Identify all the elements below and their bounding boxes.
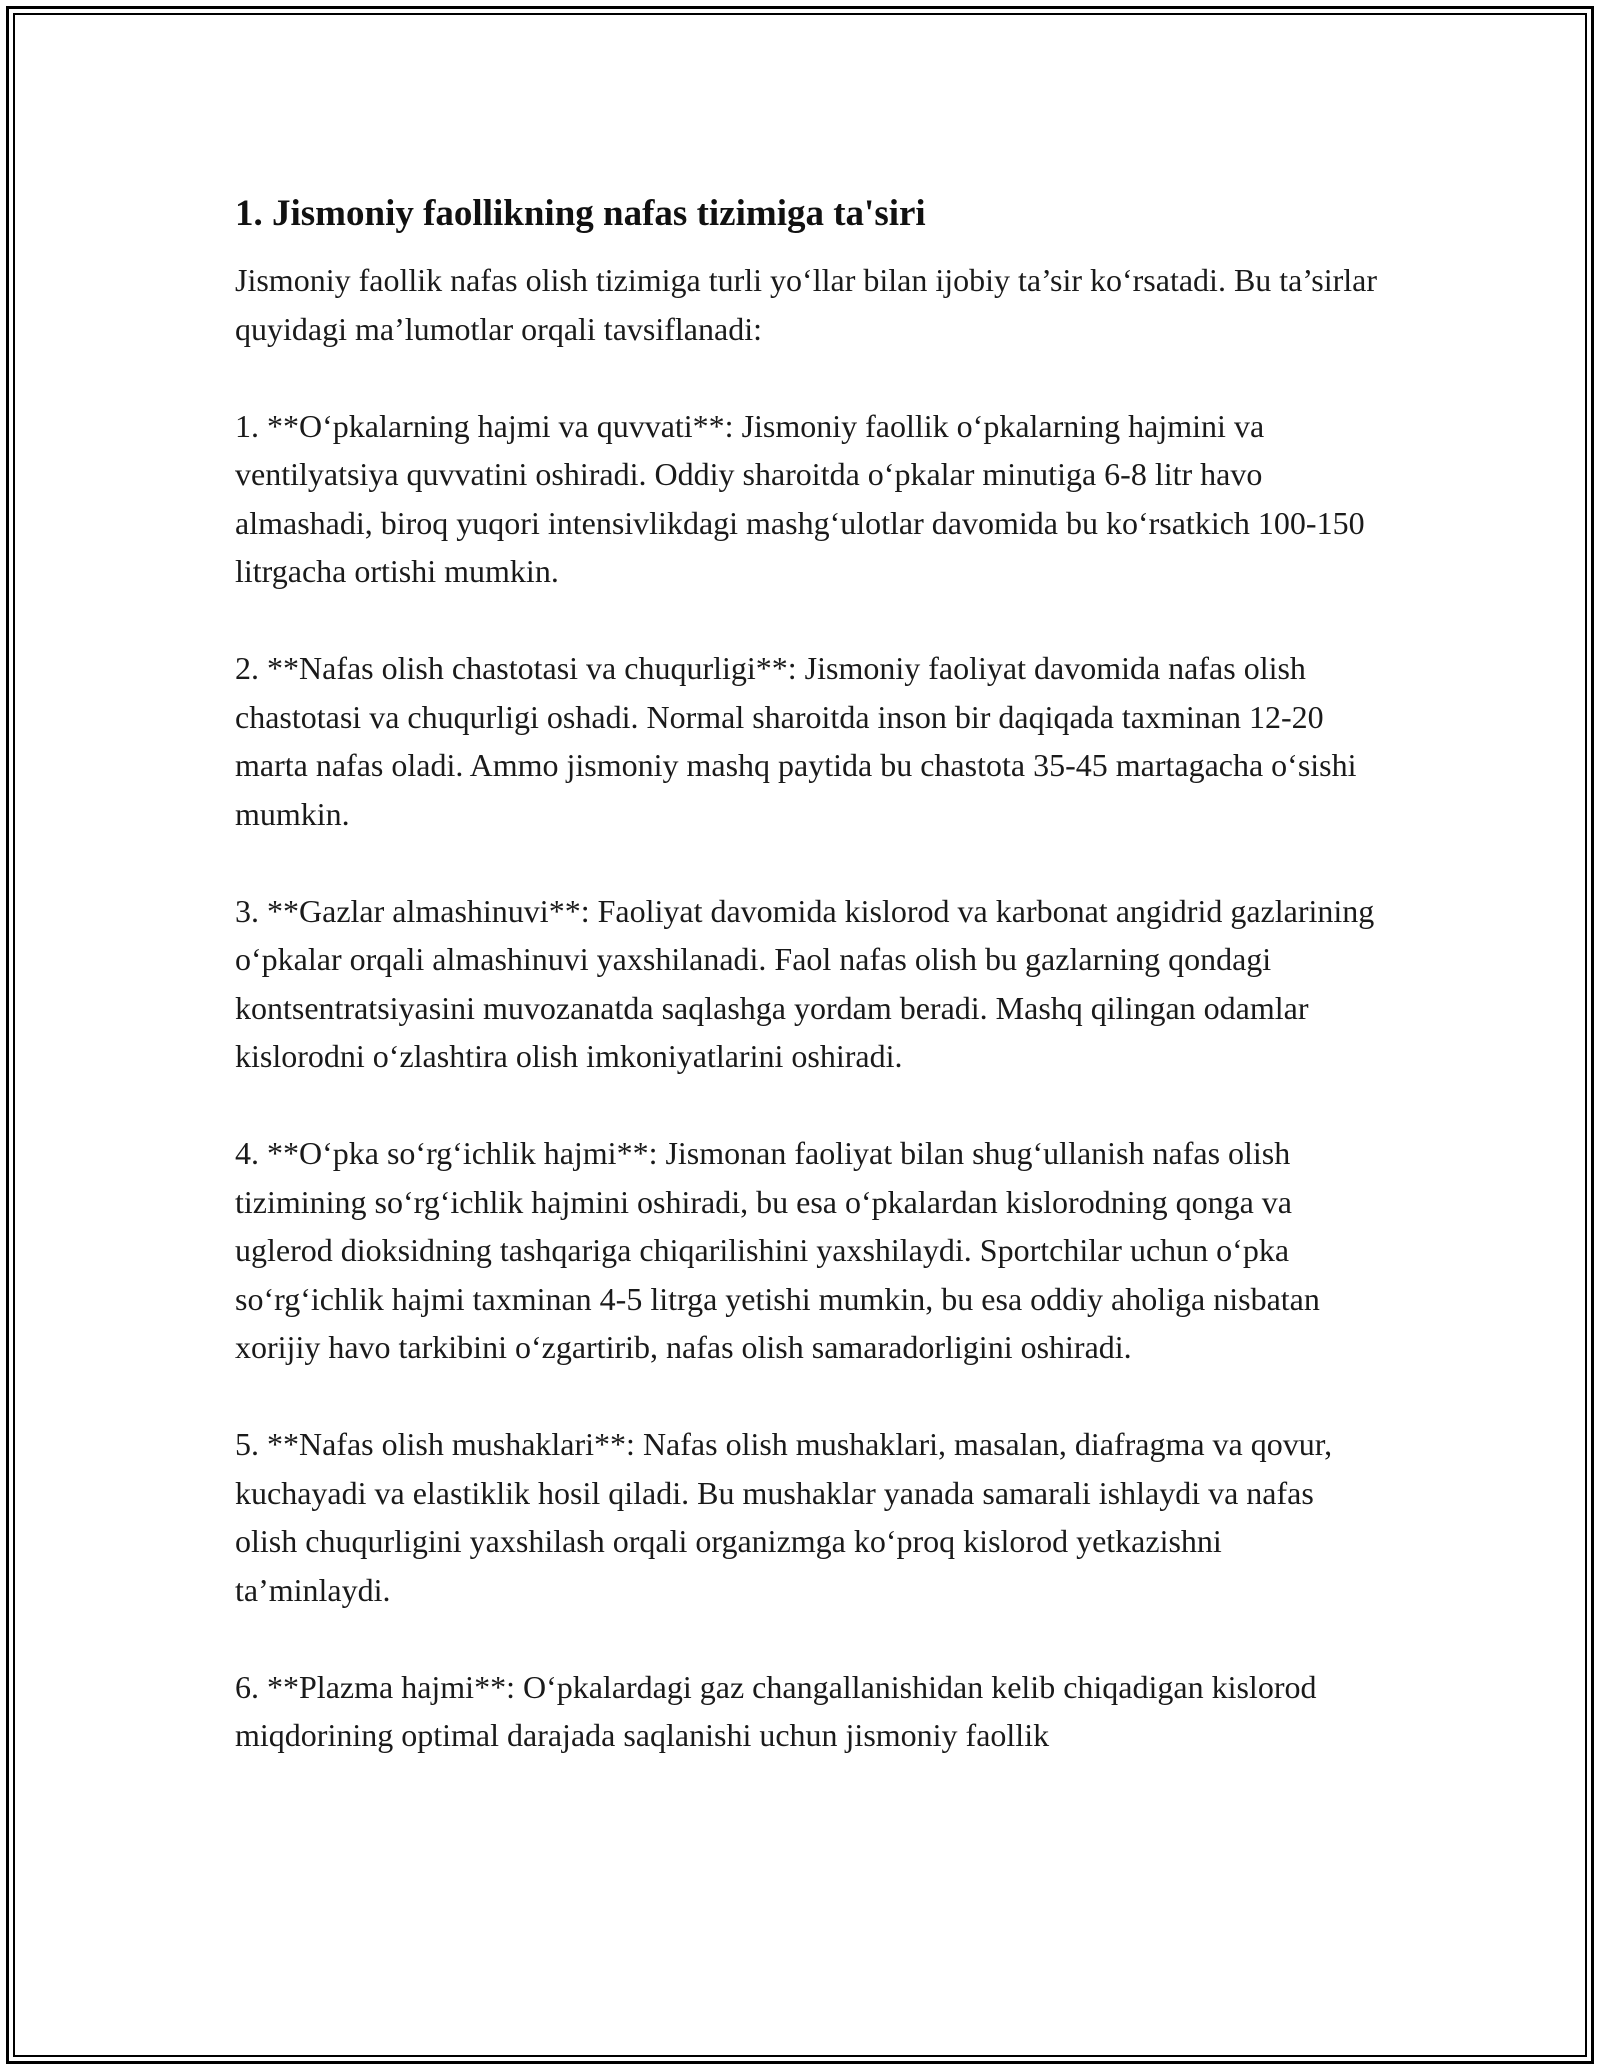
- intro-paragraph: Jismoniy faollik nafas olish tizimiga turli yo‘llar bilan ijobiy ta’sir ko‘rsatadi. Bu ta’sirlar quyidagi ma’lumotlar orqali tavsiflanadi:: [235, 262, 1378, 347]
- paragraph-plasma-volume: 6. **Plazma hajmi**: O‘pkalardagi gaz changallanishidan kelib chiqadigan kislorod miqdorining optimal darajada saqlanishi uchun jismoniy faollik: [235, 1668, 1317, 1753]
- paragraph-lung-capacity: 4. **O‘pka so‘rg‘ichlik hajmi**: Jismonan faoliyat bilan shug‘ullanish nafas olish tizimining so‘rg‘ichlik hajmini oshiradi, bu esa o‘pkalardan kislorodning qonga va uglerod dioksidning tashqariga chiqarilishini yaxshilaydi. Sportchilar uchun o‘pka so‘rg‘ichlik hajmi taxminan 4-5 litrga yetishi mumkin, bu esa oddiy aholiga nisbatan xorijiy havo tarkibini o‘zgartirib, nafas olish samaradorligini oshiradi.: [235, 1135, 1320, 1365]
- paragraph-lung-volume: 1. **O‘pkalarning hajmi va quvvati**: Jismoniy faollik o‘pkalarning hajmini va ventilyatsiya quvvatini oshiradi. Oddiy sharoitda o‘pkalar minutiga 6-8 litr havo almashadi, biroq yuqori intensivlikdagi mashg‘ulotlar davomida bu ko‘rsatkich 100-150 litrgacha ortishi mumkin.: [235, 407, 1365, 589]
- paragraph-breathing-rate: 2. **Nafas olish chastotasi va chuqurligi**: Jismoniy faoliyat davomida nafas olish chastotasi va chuqurligi oshadi. Normal sharoitda inson bir daqiqada taxminan 12-20 marta nafas oladi. Ammo jismoniy mashq paytida bu chastota 35-45 martagacha o‘sishi mumkin.: [235, 650, 1357, 832]
- document-title: 1. Jismoniy faollikning nafas tizimiga ta'siri: [235, 193, 926, 234]
- document-body: [235, 186, 1380, 1808]
- paragraph-breathing-muscles: 5. **Nafas olish mushaklari**: Nafas olish mushaklari, masalan, diafragma va qovur, kuchayadi va elastiklik hosil qiladi. Bu mushaklar yanada samarali ishlaydi va nafas olish chuqurligini yaxshilash orqali organizmga ko‘proq kislorod yetkazishni ta’minlaydi.: [235, 1426, 1333, 1608]
- paragraph-gas-exchange: 3. **Gazlar almashinuvi**: Faoliyat davomida kislorod va karbonat angidrid gazlarining o‘pkalar orqali almashinuvi yaxshilanadi. Faol nafas olish bu gazlarning qondagi kontsentratsiyasini muvozanatda saqlashga yordam beradi. Mashq qilingan odamlar kislorodni o‘zlashtira olish imkoniyatlarini oshiradi.: [235, 892, 1375, 1074]
